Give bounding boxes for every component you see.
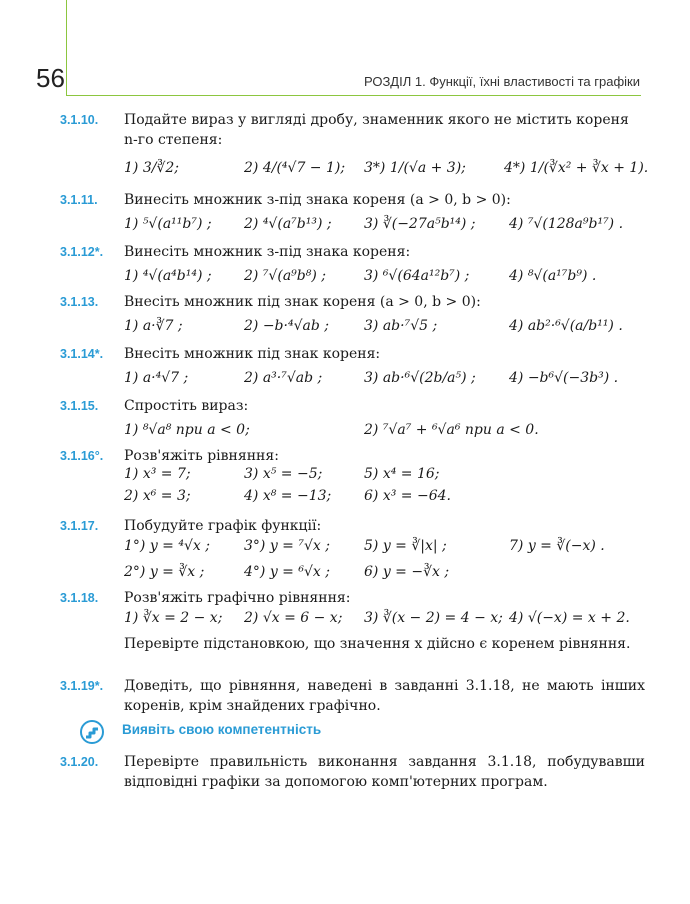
problem-text: Винесіть множник з-під знака кореня: [124, 244, 411, 260]
problem-items [124, 422, 645, 446]
problem-items [124, 318, 645, 342]
item: 1) 3/∛2; [124, 160, 179, 176]
item: 2) −b·⁴√ab ; [244, 318, 329, 334]
item: 7) y = ∛(−x) . [509, 538, 605, 554]
item: 1) a·∛7 ; [124, 318, 183, 334]
problem-items-row-1 [124, 538, 645, 562]
problem-items-row-2 [124, 564, 645, 588]
item: 3) ∛(x − 2) = 4 − x; [364, 610, 503, 626]
item: 4) ⁸√(a¹⁷b⁹) . [509, 268, 597, 284]
item: 1) ⁸√a⁸ при a < 0; [124, 422, 250, 438]
item: 2°) y = ∛x ; [124, 564, 205, 580]
item: 3°) y = ⁷√x ; [244, 538, 330, 554]
problem-text: Внесіть множник під знак кореня: [124, 346, 381, 362]
item: 4°) y = ⁶√x ; [244, 564, 330, 580]
item: 2) ⁷√a⁷ + ⁶√a⁶ при a < 0. [364, 422, 539, 438]
problem-number: 3.1.11. [60, 193, 98, 207]
item: 2) √x = 6 − x; [244, 610, 343, 626]
item: 4) √(−x) = x + 2. [509, 610, 630, 626]
item: 1) a·⁴√7 ; [124, 370, 189, 386]
page-number: 56 [36, 63, 65, 93]
problem-text: Розв'яжіть рівняння: [124, 448, 279, 464]
problem-number: 3.1.19*. [60, 679, 104, 693]
problem-items [124, 610, 645, 634]
item: 3) x⁵ = −5; [244, 466, 323, 482]
item: 1) ⁴√(a⁴b¹⁴) ; [124, 268, 212, 284]
problem-text: Побудуйте графік функції: [124, 518, 322, 534]
problem-text: Подайте вираз у вигляді дробу, знаменник якого не містить кореня n-го степеня: [124, 112, 629, 148]
item: 3) ab·⁷√5 ; [364, 318, 438, 334]
item: 3*) 1/(√a + 3); [364, 160, 466, 176]
problem-items [124, 268, 645, 292]
problem-text: Внесіть множник під знак кореня (a > 0, b > 0): [124, 294, 481, 310]
item: 2) x⁶ = 3; [124, 488, 191, 504]
item: 5) x⁴ = 16; [364, 466, 440, 482]
problem-note: Перевірте підстановкою, що значення x дійсно є коренем рівняння. [124, 636, 631, 652]
problem-items-row-2 [124, 488, 645, 512]
item: 3) ⁶√(64a¹²b⁷) ; [364, 268, 470, 284]
item: 1) x³ = 7; [124, 466, 191, 482]
problem-text: Доведіть, що рівняння, наведені в завданні 3.1.18, не мають інших коренів, крім знайдених графічно. [124, 678, 645, 714]
problem-number: 3.1.18. [60, 591, 99, 605]
item: 6) y = −∛x ; [364, 564, 450, 580]
problem-items-row-1 [124, 466, 645, 490]
item: 1°) y = ⁴√x ; [124, 538, 210, 554]
item: 2) a³·⁷√ab ; [244, 370, 323, 386]
problem-number: 3.1.15. [60, 399, 99, 413]
problem-text: Розв'яжіть графічно рівняння: [124, 590, 351, 606]
problem-items [124, 216, 645, 240]
problem-number: 3.1.17. [60, 519, 99, 533]
problem-number: 3.1.13. [60, 295, 99, 309]
competence-title: Виявіть свою компетентність [122, 722, 322, 737]
item: 2) ⁷√(a⁹b⁸) ; [244, 268, 326, 284]
problem-number: 3.1.16°. [60, 449, 104, 463]
item: 4*) 1/(∛x² + ∛x + 1). [504, 160, 649, 176]
item: 2) 4/(⁴√7 − 1); [244, 160, 346, 176]
item: 5) y = ∛|x| ; [364, 538, 447, 554]
item: 1) ∛x = 2 − x; [124, 610, 223, 626]
problem-number: 3.1.14*. [60, 347, 104, 361]
item: 3) ∛(−27a⁵b¹⁴) ; [364, 216, 476, 232]
item: 3) ab·⁶√(2b/a⁵) ; [364, 370, 476, 386]
item: 2) ⁴√(a⁷b¹³) ; [244, 216, 332, 232]
item: 1) ⁵√(a¹¹b⁷) ; [124, 216, 212, 232]
item: 4) ⁷√(128a⁹b¹⁷) . [509, 216, 624, 232]
problem-items [124, 150, 649, 194]
item: 4) ab²·⁶√(a/b¹¹) . [509, 318, 623, 334]
problem-text: Спростіть вираз: [124, 398, 249, 414]
running-title: РОЗДІЛ 1. Функції, їхні властивості та графіки [363, 74, 640, 89]
problem-number: 3.1.10. [60, 113, 99, 127]
problem-items [124, 370, 645, 394]
item: 6) x³ = −64. [364, 488, 451, 504]
stairs-icon [80, 720, 104, 744]
problem-text: Винесіть множник з-під знака кореня (a > 0, b > 0): [124, 192, 511, 208]
item: 4) x⁸ = −13; [244, 488, 332, 504]
problem-number: 3.1.12*. [60, 245, 104, 259]
problem-number: 3.1.20. [60, 755, 99, 769]
item: 4) −b⁶√(−3b³) . [509, 370, 619, 386]
problem-text: Перевірте правильність виконання завдання 3.1.18, побудувавши відповідні графіки за допомогою комп'ютерних програм. [124, 754, 645, 790]
